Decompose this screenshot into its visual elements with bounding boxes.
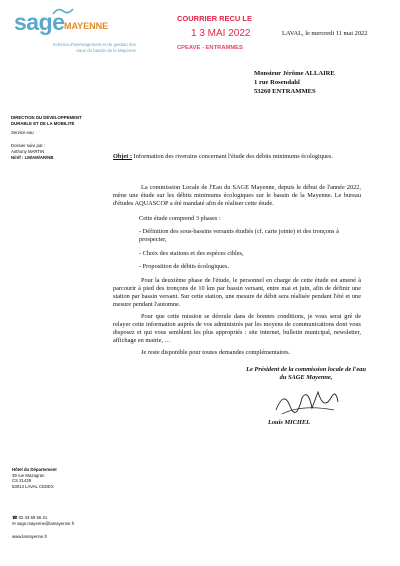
recipient-city: 53260 ENTRAMMES bbox=[254, 88, 316, 95]
footer-building: Hôtel du Département bbox=[12, 467, 57, 472]
sage-logo-word: sage bbox=[14, 9, 65, 35]
sender-direction bbox=[11, 115, 82, 126]
footer-address-line1: 39 rue Mazagran bbox=[12, 473, 45, 478]
recipient-name: Monsieur Jérôme ALLAIRE bbox=[254, 70, 335, 77]
subject-text: Information des riverains concernant l'étude des débits minimums écologiques. bbox=[133, 153, 333, 160]
footer-address-line2: CS 21429 bbox=[12, 478, 32, 484]
logo-wave-icon bbox=[52, 6, 74, 16]
sage-logo-sub: MAYENNE bbox=[64, 21, 109, 31]
footer-address bbox=[12, 473, 54, 489]
signatory-title-line1: Le Président de la commission locale de l'eau bbox=[246, 366, 366, 373]
footer-phone-row bbox=[12, 515, 47, 520]
footer-phone: 02 43 59 55 21 bbox=[18, 515, 48, 520]
sender-direction-line1: DIRECTION DU DÉVELOPPEMENT bbox=[11, 115, 82, 120]
stamp-received-label: COURRIER RECU LE bbox=[177, 14, 253, 23]
footer-email-row bbox=[12, 521, 74, 526]
stamp-received-date: 1 3 MAI 2022 bbox=[191, 28, 251, 39]
followed-by-name: Anthony MARTIN bbox=[11, 148, 45, 154]
handwritten-signature bbox=[272, 384, 342, 418]
paragraph-request: Pour que cette mission se déroule dans de bonnes conditions, je vous serai gré de relayer cette information auprès de vos administrés par les moyens de communications dont vous disposez et qui vous semblent les plus appropriés : site internet, bulletin municipal, newsletter, affichage en mairie, … bbox=[113, 313, 361, 345]
letter-subject bbox=[113, 153, 333, 160]
footer-address-line3: 53014 LAVAL CEDEX bbox=[12, 483, 54, 489]
footer-website[interactable]: www.lamayenne.fr bbox=[12, 534, 48, 539]
sender-service: Service eau bbox=[11, 130, 34, 135]
email-icon: ✉ bbox=[12, 521, 16, 526]
signature-block bbox=[226, 366, 386, 382]
letter-date: LAVAL, le mercredi 11 mai 2022 bbox=[282, 30, 368, 37]
sage-logo-tagline: Schéma d'aménagement et de gestion des eaux du bassin de la Mayenne bbox=[52, 42, 136, 53]
stamp-received-place: CPEAVE - ENTRAMMES bbox=[177, 45, 243, 51]
recipient-street: 1 rue Rosendahl bbox=[254, 79, 300, 86]
followed-by-label: Dossier suivi par : bbox=[11, 143, 46, 148]
footer-email[interactable]: sage.mayenne@lamayenne.fr bbox=[16, 521, 75, 526]
paragraph-phase-two: Pour la deuxième phase de l'étude, le personnel en charge de cette étude est amené à parcourir à pied des tronçons de 10 km par bassin versant, entre mai et juin, afin de définir une station par bassin versant. Sur cette station, une mesure de débit sera réalisée pendant l'été et une mesure pendant l'automne. bbox=[113, 277, 361, 309]
sender-followed-by bbox=[11, 143, 45, 154]
signatory-title-line2: du SAGE Mayenne, bbox=[279, 374, 333, 381]
subject-label: Objet : bbox=[113, 153, 133, 160]
recipient-address bbox=[254, 69, 335, 96]
sender-reference: N/réf : LM/AM/AR/NB bbox=[11, 155, 54, 160]
phase-item-1: - Définition des sous-bassins versants étudiés (cf. carte jointe) et des tronçons à prospecter, bbox=[139, 228, 339, 244]
signatory-name: Louis MICHEL bbox=[267, 419, 311, 426]
phase-item-3: - Proposition de débits écologiques. bbox=[139, 263, 230, 270]
sender-direction-line2: DURABLE ET DE LA MOBILITÉ bbox=[11, 120, 75, 126]
paragraph-intro: La commission Locale de l'Eau du SAGE Mayenne, depuis le début de l'année 2022, mène une étude sur les débits minimums écologiques sur le bassin de la Mayenne. Le bureau d'études AQUASCOP a été mandaté afin de réaliser cette étude. bbox=[113, 184, 361, 208]
phone-icon: ☎ bbox=[12, 515, 18, 520]
paragraph-closing: Je reste disponible pour toutes demandes complémentaires. bbox=[141, 349, 291, 356]
phase-item-2: - Choix des stations et des espèces cibles, bbox=[139, 250, 244, 257]
phases-intro: Cette étude comprend 3 phases : bbox=[139, 215, 221, 222]
